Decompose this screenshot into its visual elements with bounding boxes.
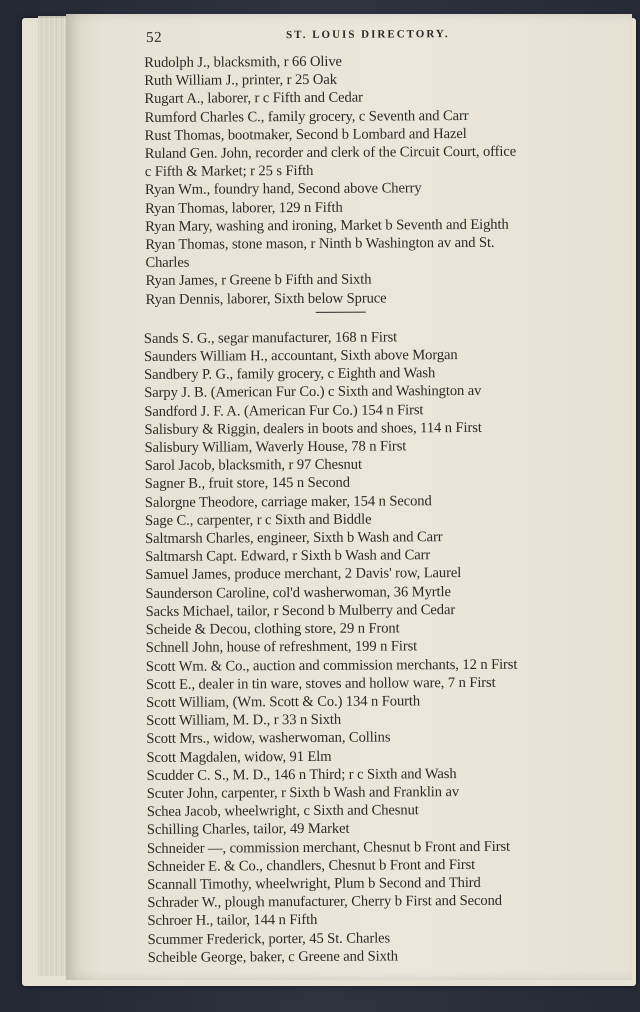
directory-entry: Saltmarsh Capt. Edward, r Sixth b Wash and Carr <box>145 547 431 566</box>
directory-entry: Scummer Frederick, porter, 45 St. Charles <box>147 930 391 948</box>
directory-entry: Sage C., carpenter, r c Sixth and Biddle <box>144 511 372 529</box>
directory-entry: Ruth William J., printer, r 25 Oak <box>144 71 337 90</box>
directory-entry: Rudolph J., blacksmith, r 66 Olive <box>144 53 342 71</box>
directory-entry: Sagner B., fruit store, 145 n Second <box>144 475 350 493</box>
directory-entry: Ryan Thomas, laborer, 129 n Fifth <box>145 199 343 217</box>
directory-entry: Sandford J. F. A. (American Fur Co.) 154 n First <box>144 401 424 420</box>
entries-r-section <box>136 51 618 309</box>
directory-entry: Sandbery P. G., family grocery, c Eighth and Wash <box>144 365 436 384</box>
directory-entry: Schroer H., tailor, 144 n Fifth <box>147 912 318 930</box>
entries-s-section <box>138 327 622 967</box>
directory-entry: Ryan James, r Greene b Fifth and Sixth <box>145 272 372 290</box>
directory-entry: Sacks Michael, tailor, r Second b Mulberry and Cedar <box>145 601 456 620</box>
directory-entry: Ryan Mary, washing and ironing, Market b Seventh and Eighth <box>145 216 509 235</box>
directory-entry: Samuel James, produce merchant, 2 Davis' row, Laurel <box>145 565 462 584</box>
directory-entry: Scheide & Decou, clothing store, 29 n Front <box>145 620 400 639</box>
directory-entry: Salisbury William, Waverly House, 78 n First <box>144 438 407 457</box>
running-head: ST. LOUIS DIRECTORY. <box>286 28 450 42</box>
directory-entry: Saunders William H., accountant, Sixth above Morgan <box>143 347 458 366</box>
directory-entry: Sands S. G., segar manufacturer, 168 n First <box>143 329 398 347</box>
directory-entry: Salorgne Theodore, carriage maker, 154 n Second <box>144 492 432 511</box>
directory-entry: Scannall Timothy, wheelwright, Plum b Second and Third <box>147 874 481 893</box>
directory-entry: Scott William, M. D., r 33 n Sixth <box>146 711 342 730</box>
page-header <box>136 25 616 50</box>
section-divider <box>316 311 366 312</box>
directory-entry: Scott Magdalen, widow, 91 Elm <box>146 748 332 766</box>
directory-entry-continuation: Charles <box>145 254 190 272</box>
page-number: 52 <box>146 29 163 46</box>
directory-entry: Schrader W., plough manufacturer, Cherry b First and Second <box>147 892 503 912</box>
directory-entry: Scheible George, baker, c Greene and Sixth <box>147 948 398 966</box>
directory-entry: Scuter John, carpenter, r Sixth b Wash and Franklin av <box>146 783 460 802</box>
directory-entry: Rust Thomas, bootmaker, Second b Lombard and Hazel <box>144 125 467 144</box>
directory-entry: Saltmarsh Charles, engineer, Sixth b Wash and Carr <box>145 529 443 548</box>
directory-entry: Schneider —, commission merchant, Chesnut b Front and First <box>146 838 511 857</box>
directory-entry: Schneider E. & Co., chandlers, Chesnut b Front and First <box>147 856 476 875</box>
directory-entry: Schnell John, house of refreshment, 199 n First <box>145 638 418 657</box>
directory-entry: Ryan Wm., foundry hand, Second above Cherry <box>144 180 422 199</box>
page-content <box>136 25 622 967</box>
directory-entry: Scott Wm. & Co., auction and commission merchants, 12 n First <box>145 656 518 675</box>
directory-entry: Scudder C. S., M. D., 146 n Third; r c Sixth and Wash <box>146 765 457 784</box>
directory-entry: Rugart A., laborer, r c Fifth and Cedar <box>144 90 363 108</box>
directory-entry: Ryan Dennis, laborer, Sixth below Spruce <box>145 290 387 308</box>
directory-entry: Ryan Thomas, stone mason, r Ninth b Washington av and St. <box>145 234 495 253</box>
directory-entry: Schea Jacob, wheelwright, c Sixth and Chesnut <box>146 802 419 821</box>
directory-entry: Scott E., dealer in tin ware, stoves and hollow ware, 7 n First <box>145 674 496 693</box>
directory-entry: Schilling Charles, tailor, 49 Market <box>146 821 350 839</box>
directory-entry: Rumford Charles C., family grocery, c Seventh and Carr <box>144 107 469 126</box>
directory-entry: Salisbury & Riggin, dealers in boots and shoes, 114 n First <box>144 419 482 438</box>
directory-entry: Saunderson Caroline, col'd washerwoman, 36 Myrtle <box>145 583 451 602</box>
directory-entry: Scott Mrs., widow, washerwoman, Collins <box>146 729 391 748</box>
directory-entry: Scott William, (Wm. Scott & Co.) 134 n Fourth <box>146 693 421 711</box>
directory-entry-continuation: c Fifth & Market; r 25 s Fifth <box>144 163 314 181</box>
directory-entry: Sarol Jacob, blacksmith, r 97 Chesnut <box>144 456 362 475</box>
directory-entry: Ruland Gen. John, recorder and clerk of the Circuit Court, office <box>144 143 517 162</box>
directory-entry: Sarpy J. B. (American Fur Co.) c Sixth and Washington av <box>144 383 482 402</box>
